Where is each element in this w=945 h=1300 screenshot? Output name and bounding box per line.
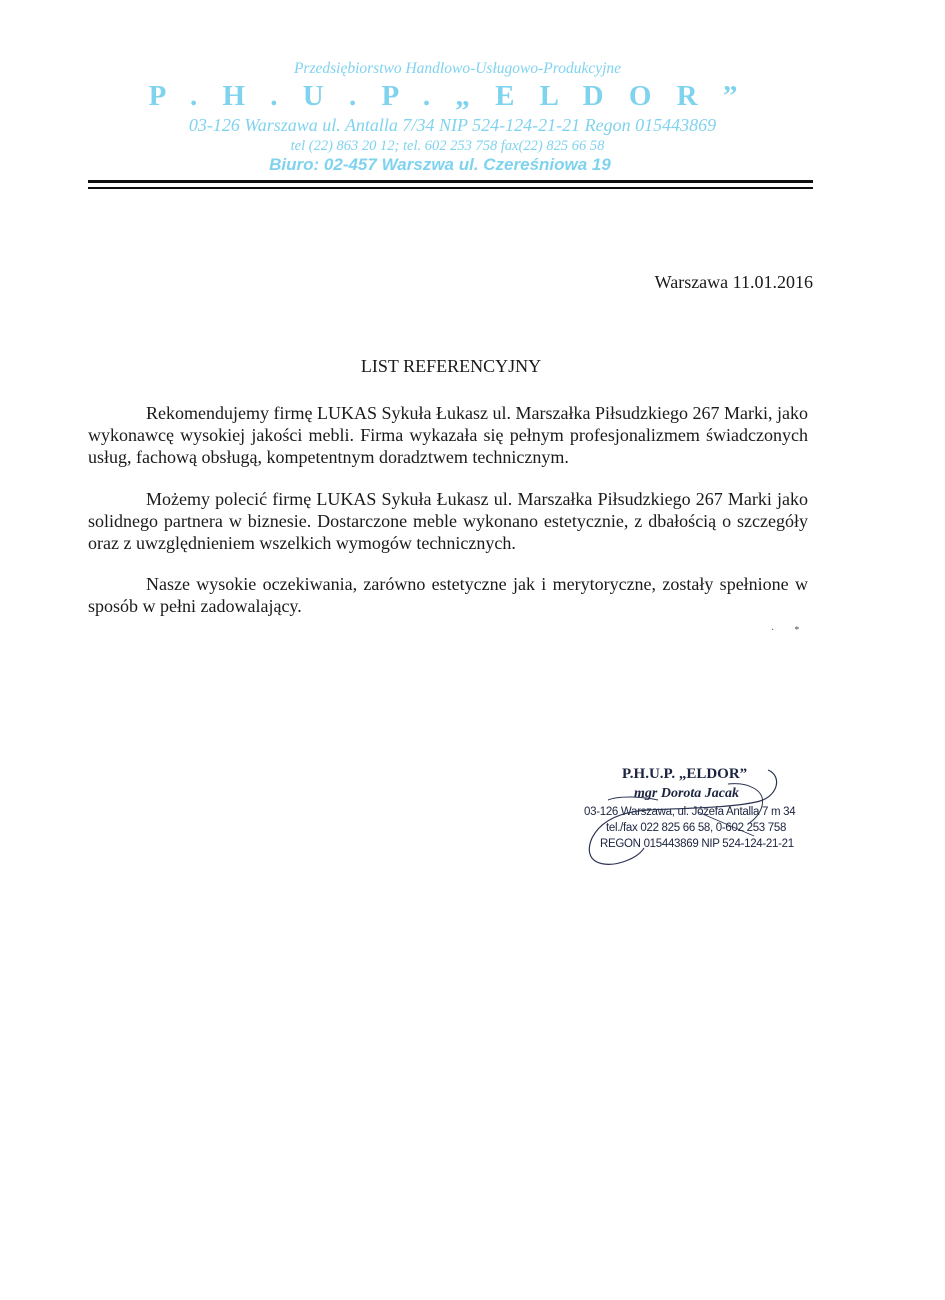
paragraph-2-text: Możemy polecić firmę LUKAS Sykuła Łukasz ul. Marszałka Piłsudzkiego 267 Marki jako solidnego partnera w biznesie. Dostarczone meble wykonano estetycznie, z dbałością o szczegóły oraz z uwzględnieniem wszelkich wymogów technicznych.: [88, 489, 808, 553]
stamp-phone: tel./fax 022 825 66 58, 0-602 253 758: [606, 822, 787, 834]
scan-specks: · *: [771, 625, 800, 636]
stamp-company-name: P.H.U.P. „ELDOR”: [622, 766, 748, 782]
letterhead-office: Biuro: 02-457 Warszwa ul. Czereśniowa 19: [269, 155, 611, 174]
letterhead-phones: tel (22) 863 20 12; tel. 602 253 758 fax(22) 825 66 58: [290, 138, 605, 154]
paragraph-1-text: Rekomendujemy firmę LUKAS Sykuła Łukasz ul. Marszałka Piłsudzkiego 267 Marki, jako wykonawcę wysokiej jakości mebli. Firma wykazała się pełnym profesjonalizmem świadczonych usług, fachową obsługą, kompetentnym doradztwem technicznym.: [88, 403, 808, 467]
stamp-person-name: mgr Dorota Jacak: [634, 786, 739, 801]
company-stamp: [578, 762, 818, 882]
letterhead-address: 03-126 Warszawa ul. Antalla 7/34 NIP 524-124-21-21 Regon 015443869: [188, 115, 717, 135]
paragraph-3: [88, 573, 808, 617]
letterhead-tagline: Przedsiębiorstwo Handlowo-Usługowo-Produkcyjne: [293, 60, 622, 77]
header-rule-thin: [88, 187, 813, 189]
header-rule-thick: [88, 180, 813, 183]
stamp-regon: REGON 015443869 NIP 524-124-21-21: [600, 838, 794, 850]
stamp-address: 03-126 Warszawa, ul. Józefa Antalla 7 m 34: [584, 806, 796, 818]
letterhead-company-name: P . H . U . P . „ E L D O R ”: [148, 80, 747, 112]
paragraph-2: [88, 488, 808, 554]
paragraph-3-text: Nasze wysokie oczekiwania, zarówno estetyczne jak i merytoryczne, zostały spełnione w sposób w pełni zadowalający.: [88, 574, 808, 616]
handwritten-signature: [578, 762, 818, 882]
letter-title: LIST REFERENCYJNY: [360, 356, 542, 376]
paragraph-1: [88, 402, 808, 468]
letter-date: Warszawa 11.01.2016: [654, 272, 813, 292]
